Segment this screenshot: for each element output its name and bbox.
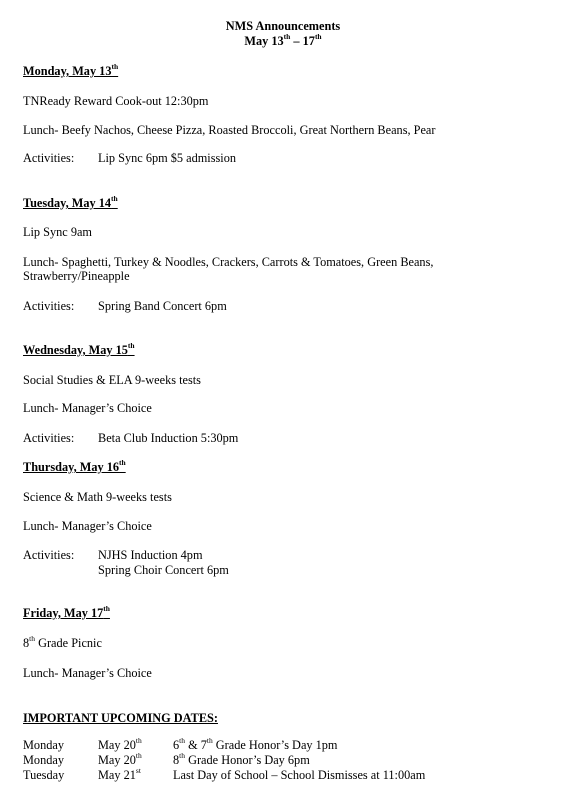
upcoming-row-2-date	[98, 750, 142, 767]
upcoming-row-2-event	[173, 750, 310, 767]
date-range-end: – 17	[290, 34, 315, 48]
upcoming-row-3-event: Last Day of School – School Dismisses at 11:00am	[173, 768, 426, 782]
lunch-monday: Lunch- Beefy Nachos, Cheese Pizza, Roasted Broccoli, Great Northern Beans, Pear	[23, 123, 436, 137]
activities-label-wednesday: Activities:	[23, 431, 75, 445]
date-text: May 20	[98, 738, 136, 752]
upcoming-row-1-day: Monday	[23, 738, 64, 752]
grade-suffix: th	[179, 750, 185, 760]
lunch-wednesday: Lunch- Manager’s Choice	[23, 401, 152, 415]
activity-wednesday: Beta Club Induction 5:30pm	[98, 431, 239, 445]
date-text: May 20	[98, 753, 136, 767]
date-range-start-suffix: th	[283, 31, 291, 41]
day-heading-monday	[23, 61, 119, 78]
activities-label-tuesday: Activities:	[23, 299, 75, 313]
upcoming-row-3-date	[98, 765, 141, 782]
day-heading-suffix: th	[103, 603, 110, 613]
event-wednesday: Social Studies & ELA 9-weeks tests	[23, 373, 201, 387]
event-friday-suffix: th	[29, 633, 35, 643]
date-range-end-suffix: th	[314, 31, 322, 41]
upcoming-row-2-day: Monday	[23, 753, 64, 767]
event-tuesday: Lip Sync 9am	[23, 225, 92, 239]
day-heading-text: Wednesday, May 15	[23, 343, 128, 357]
grade-number: 6	[173, 738, 180, 752]
event-friday-number: 8	[23, 636, 30, 650]
date-text: May 21	[98, 768, 136, 782]
lunch-friday: Lunch- Manager’s Choice	[23, 666, 152, 680]
day-heading-suffix: th	[111, 193, 118, 203]
activities-label-thursday: Activities:	[23, 548, 75, 562]
grade-suffix: th	[179, 735, 185, 745]
activity-monday: Lip Sync 6pm $5 admission	[98, 151, 236, 165]
activity-tuesday: Spring Band Concert 6pm	[98, 299, 227, 313]
grade-suffix-2: th	[206, 735, 213, 745]
day-heading-text: Thursday, May 16	[23, 460, 120, 474]
day-heading-tuesday	[23, 193, 118, 210]
grade-number-2: & 7	[185, 738, 207, 752]
day-heading-wednesday	[23, 340, 135, 357]
event-text: Grade Honor’s Day 6pm	[185, 753, 310, 767]
lunch-tuesday-line2: Strawberry/Pineapple	[23, 269, 130, 283]
upcoming-heading: IMPORTANT UPCOMING DATES:	[23, 711, 218, 725]
day-heading-suffix: th	[111, 61, 119, 71]
lunch-tuesday-line1: Lunch- Spaghetti, Turkey & Noodles, Crackers, Carrots & Tomatoes, Green Beans,	[23, 255, 434, 269]
event-thursday: Science & Math 9-weeks tests	[23, 490, 172, 504]
event-monday: TNReady Reward Cook-out 12:30pm	[23, 94, 209, 108]
date-suffix: th	[135, 735, 142, 745]
upcoming-row-1-date	[98, 735, 142, 752]
event-friday-text: Grade Picnic	[35, 636, 102, 650]
date-suffix: th	[135, 750, 142, 760]
day-heading-suffix: th	[119, 457, 126, 467]
grade-number: 8	[173, 753, 180, 767]
day-heading-friday	[23, 603, 110, 620]
date-range	[0, 31, 566, 48]
date-suffix: st	[135, 765, 141, 775]
event-friday	[23, 633, 102, 650]
activity-thursday-2: Spring Choir Concert 6pm	[98, 563, 229, 577]
upcoming-row-3-day: Tuesday	[23, 768, 65, 782]
day-heading-thursday	[23, 457, 126, 474]
event-text: Grade Honor’s Day 1pm	[212, 738, 338, 752]
day-heading-text: Friday, May 17	[23, 606, 104, 620]
upcoming-row-1-event	[173, 735, 338, 752]
date-range-start: May 13	[244, 34, 284, 48]
day-heading-suffix: th	[127, 340, 135, 350]
day-heading-text: Monday, May 13	[23, 64, 112, 78]
activity-thursday-1: NJHS Induction 4pm	[98, 548, 203, 562]
lunch-thursday: Lunch- Manager’s Choice	[23, 519, 152, 533]
day-heading-text: Tuesday, May 14	[23, 196, 112, 210]
page-title: NMS Announcements	[225, 19, 341, 33]
activities-label-monday: Activities:	[23, 151, 75, 165]
